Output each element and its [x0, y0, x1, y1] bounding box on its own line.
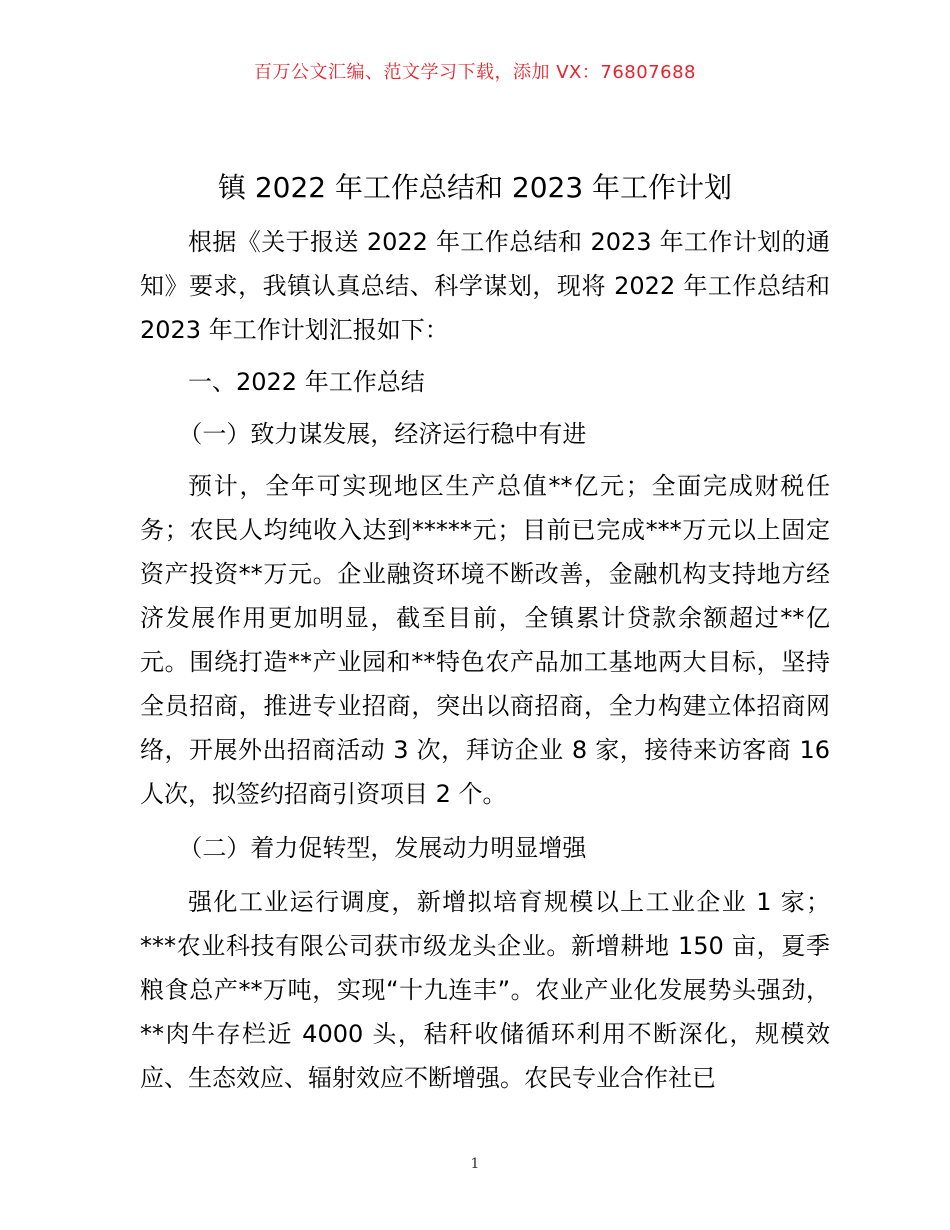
subsection-body-economy: 预计，全年可实现地区生产总值**亿元；全面完成财税任务；农民人均纯收入达到*****元；目前已完成***万元以上固定资产投资**万元。企业融资环境不断改善，金融机构支持地方经济发展作用更加明显，截至目前，全镇累计贷款余额超过**亿元。围绕打造**产业园和**特色农产品加工基地两大目标，坚持全员招商，推进专业招商，突出以商招商，全力构建立体招商网络，开展外出招商活动 3 次，拜访企业 8 家，接待来访客商 16 人次，拟签约招商引资项目 2 个。 [140, 472, 830, 808]
document-title: 镇 2022 年工作总结和 2023 年工作计划 [217, 171, 733, 204]
subsection-body-transformation: 强化工业运行调度，新增拟培育规模以上工业企业 1 家；***农业科技有限公司获市级龙头企业。新增耕地 150 亩，夏季粮食总产**万吨，实现“十九连丰”。农业产业化发展势头强劲，**肉牛存栏近 4000 头，秸秆收储循环利用不断深化，规模效应、生态效应、辐射效应不断增强。农民专业合作社已 [140, 888, 830, 1092]
intro-paragraph: 根据《关于报送 2022 年工作总结和 2023 年工作计划的通知》要求，我镇认真总结、科学谋划，现将 2022 年工作总结和 2023 年工作计划汇报如下： [140, 228, 830, 344]
subsection-heading-economy: （一）致力谋发展，经济运行稳中有进 [178, 420, 587, 448]
subsection-heading-transformation: （二）着力促转型，发展动力明显增强 [178, 834, 587, 862]
document-body [140, 220, 830, 1100]
watermark-header: 百万公文汇编、范文学习下载，添加 VX：76807688 [254, 62, 696, 83]
page-number: 1 [470, 1156, 480, 1172]
section-heading-summary: 一、2022 年工作总结 [188, 368, 425, 396]
